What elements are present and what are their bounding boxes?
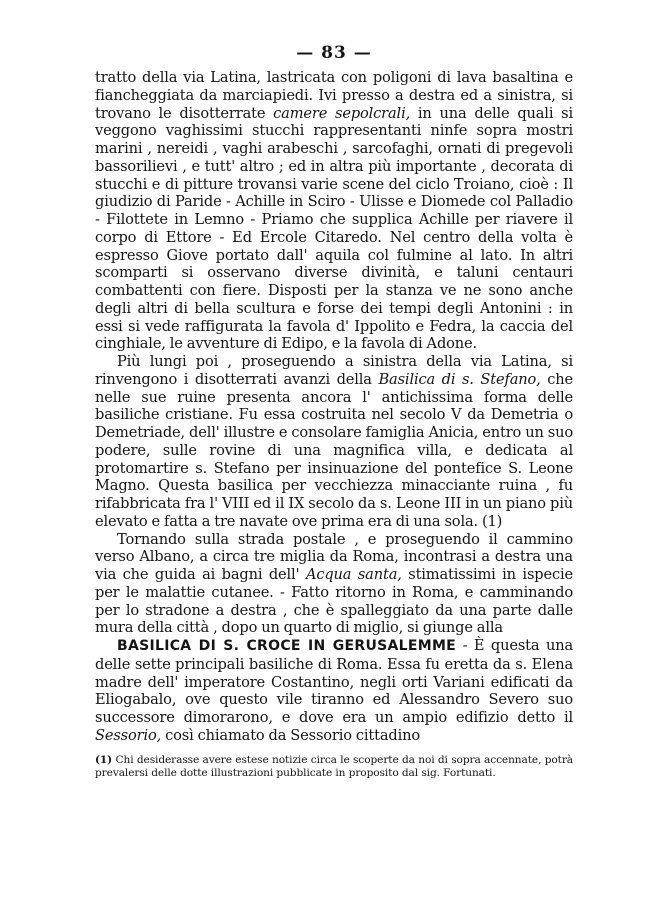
p4-text: - È questa una delle sette principali basiliche di Roma. Essa fu eretta da s. Elena madre dell' imperatore Costantino, negli orti Variani edificati da Eliogabalo, ove questo vile tiranno ed Alessandro Severo suo successore dimorarono, e dove era un ampio edifizio detto il	[95, 637, 573, 726]
p2-text: Più lungi poi , proseguendo a sinistra della via Latina, si rinvengono i disotterrati avanzi della	[95, 353, 573, 388]
footnote-text: Chi desiderasse avere estese notizie circa le scoperte da noi di sopra accennate, potrà prevalersi delle dotte illustrazioni pubblicate in proposito dal sig. Fortunati.	[95, 753, 573, 779]
paragraph-1	[95, 69, 573, 353]
main-text	[95, 69, 573, 745]
p3-rest: stimatissimi in ispecie per le malattie cutanee. - Fatto ritorno in Roma, e camminando per lo stradone a destra , che è spalleggiato da una parte dalle mura della città , dopo un quarto di miglio, si giunge alla	[95, 566, 573, 637]
footnote-mark: (1)	[95, 753, 113, 766]
p4-italic: Sessorio,	[95, 726, 162, 744]
p2-italic: Basilica di s. Stefano,	[378, 370, 541, 388]
section-heading: BASILICA DI S. CROCE IN GERUSALEMME	[117, 638, 457, 654]
footnote	[95, 754, 573, 780]
paragraph-2	[95, 353, 573, 531]
p3-italic: Acqua santa,	[305, 566, 402, 583]
p1-text: tratto della via Latina, lastricata con poligoni di lava basaltina e fiancheggiata da marciapiedi. Ivi presso a destra ed a sinistra, si trovano le disotterrate	[95, 69, 573, 122]
p3-text: Tornando sulla strada postale , e proseguendo il cammino verso Albano, a circa tre miglia da Roma, incontrasi a destra una via che guida ai bagni dell'	[95, 530, 573, 583]
p4-rest: così chiamato da Sessorio cittadino	[161, 726, 421, 744]
paragraph-4	[95, 637, 573, 745]
p1-italic: camere sepolcrali,	[273, 104, 411, 122]
p1-rest: in una delle quali si veggono vaghissimi stucchi rappresentanti ninfe sopra mostri marini , nereidi , vaghi arabeschi , sarcofaghi, ornati di pregevoli bassorilievi , e tutt' altro ; ed in altra più importante , decorata di stucchi e di pitture trovansi varie scene del ciclo Troiano, cioè : Il giudizio di Paride - Achille in Sciro - Ulisse e Diomede col Palladio - Filottete in Lemno - Priamo che supplica Achille per riavere il corpo di Ettore - Ed Ercole Citaredo. Nel centro della volta è espresso Giove portato dall' aquila col fulmine al lato. In altri scomparti si osservano diverse divinità, e taluni centauri combattenti con fiere. Disposti per la stanza ve ne sono anche degli altri di bella scultura e forse dei tempi degli Antonini : in essi si vede raffigurata la favola d' Ippolito e Fedra, la caccia del cinghiale, le avventure di Edipo, e la favola di Adone.	[95, 104, 573, 353]
paragraph-3	[95, 531, 573, 638]
page-number: — 83 —	[296, 43, 372, 63]
p2-rest: che nelle sue ruine presenta ancora l' antichissima forma delle basiliche cristiane. Fu essa costruita nel secolo V da Demetria o Demetriade, dell' illustre e consolare famiglia Anicia, entro un suo podere, sulle rovine di una magnifica villa, e dedicata al protomartire s. Stefano per insinuazione del pontefice S. Leone Magno. Questa basilica per vecchiezza minacciante ruina , fu rifabbricata fra l' VIII ed il IX secolo da s. Leone III in un piano più elevato e fatta a tre navate ove prima era di una sola. (1)	[95, 370, 574, 530]
